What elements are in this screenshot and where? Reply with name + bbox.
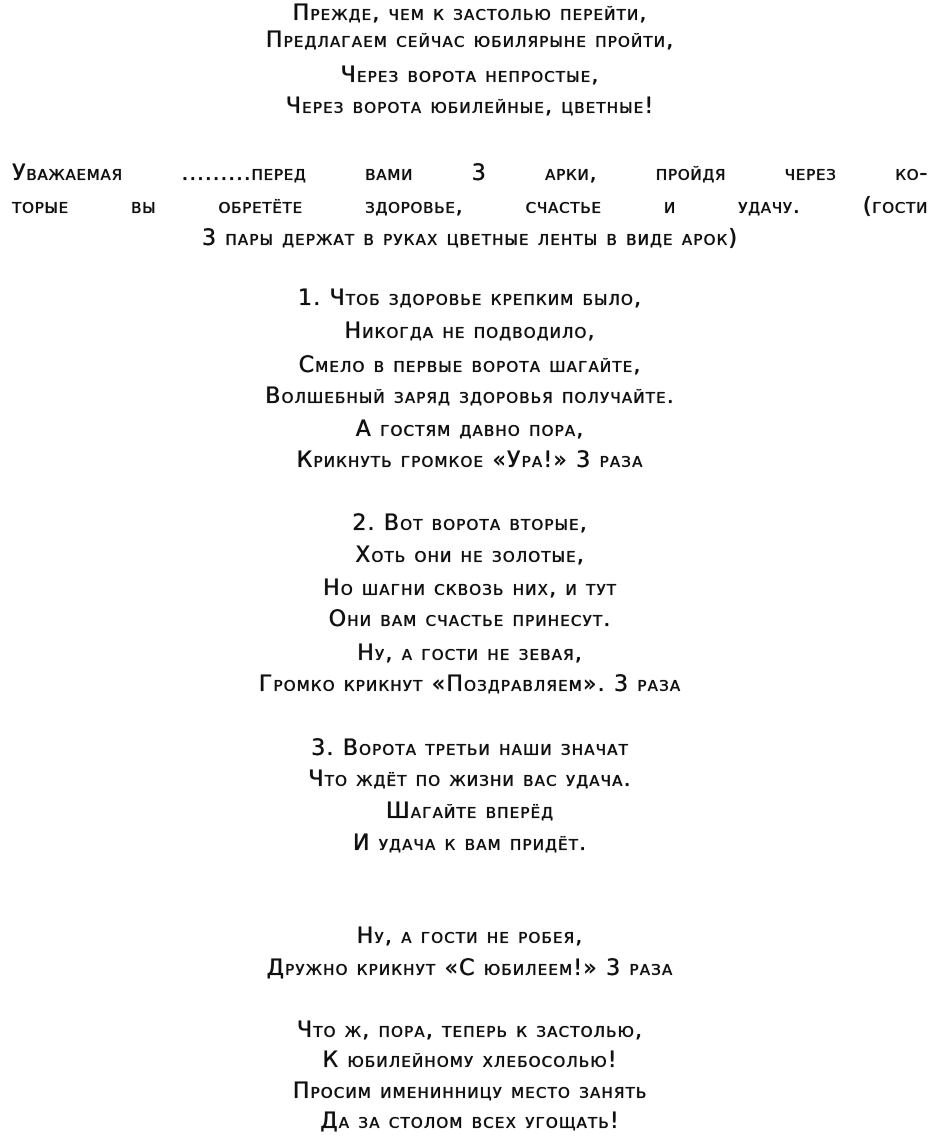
gate2-line-5: Ну, а гости не зевая, (357, 641, 583, 666)
gate1-line-4: Волшебный заряд здоровья получайте. (265, 384, 675, 409)
instruction-line-3: 3 пары держат в руках цветные ленты в виде арок) (201, 226, 739, 251)
intro-line-4: Через ворота юбилейные, цветные! (285, 94, 655, 119)
gate1-line-2: Никогда не подводило, (344, 319, 596, 344)
gate1-line-1: 1. Чтоб здоровье крепким было, (297, 286, 643, 311)
gate1-line-5: А гостям давно пора, (355, 417, 585, 442)
gate2-line-1: 2. Вот ворота вторые, (352, 511, 588, 536)
guests-line-1: Ну, а гости не робея, (356, 924, 584, 949)
finale-line-1: Что ж, пора, теперь к застолью, (296, 1018, 644, 1043)
intro-line-1: Прежде, чем к застолью перейти, (292, 1, 648, 26)
gate2-line-2: Хоть они не золотые, (355, 543, 585, 568)
gate2-line-3: Но шагни сквозь них, и тут (322, 576, 618, 601)
finale-line-4: Да за столом всех угощать! (320, 1109, 620, 1134)
intro-line-3: Через ворота непростые, (340, 63, 600, 88)
gate3-line-4: И удача к вам придёт. (352, 831, 588, 856)
gate3-line-3: Шагайте вперёд (385, 799, 555, 824)
gate3-line-1: 3. Ворота третьи наши значат (311, 736, 629, 761)
finale-line-3: Просим именинницу место занять (292, 1079, 648, 1104)
instruction-line-2: торые вы обретёте здоровье, счастье и удачу. (гости (12, 194, 928, 219)
gate2-line-4: Они вам счастье принесут. (328, 607, 612, 632)
gate1-line-6: Крикнуть громкое «Ура!» 3 раза (296, 448, 644, 473)
gate2-line-6: Громко крикнут «Поздравляем». 3 раза (258, 672, 682, 697)
gate1-line-3: Смело в первые ворота шагайте, (298, 353, 642, 378)
instruction-line-1: Уважаемая .........перед вами 3 арки, пройдя через ко- (12, 161, 928, 186)
guests-line-2: Дружно крикнут «С юбилеем!» 3 раза (266, 956, 674, 981)
finale-line-2: К юбилейному хлебосолью! (322, 1048, 618, 1073)
intro-line-2: Предлагаем сейчас юбилярыне пройти, (265, 28, 675, 53)
gate3-line-2: Что ждёт по жизни вас удача. (308, 767, 632, 792)
